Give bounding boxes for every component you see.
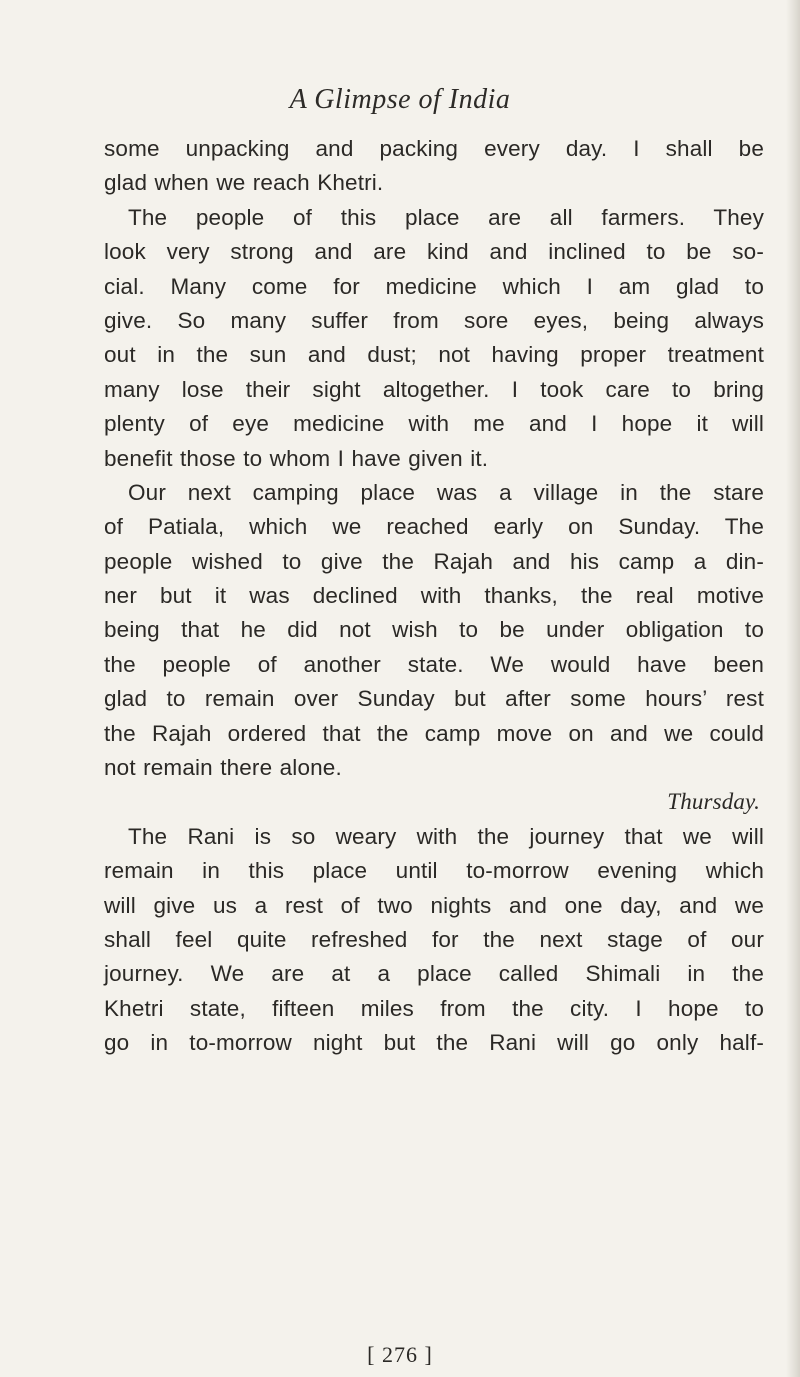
text-line: remain in this place until to-morrow evening which [104,858,764,884]
body-text [104,132,764,1061]
text-line: shall feel quite refreshed for the next stage of our [104,926,764,952]
text-line: Khetri state, fifteen miles from the city. I hope to [104,995,764,1021]
page-edge-shadow [786,0,800,1377]
text-line: being that he did not wish to be under obligation to [104,617,764,643]
text-line: the Rajah ordered that the camp move on and we could [104,720,764,746]
text-line: many lose their sight altogether. I took care to bring [104,376,764,402]
text-line: glad to remain over Sunday but after some hours’ rest [104,686,764,712]
text-line: some unpacking and packing every day. I shall be [104,136,764,161]
text-line: glad when we reach Khetri. [104,170,384,196]
page-number: [ 276 ] [367,1342,433,1367]
text-line: plenty of eye medicine with me and I hope it will [104,411,764,437]
running-head: A Glimpse of India [289,84,511,115]
text-line: will give us a rest of two nights and one day, and we [104,892,764,918]
text-line: not remain there alone. [104,755,342,781]
text-line: people wished to give the Rajah and his camp a din- [104,548,764,574]
text-line: Our next camping place was a village in the stare [128,479,764,505]
text-line: go in to-morrow night but the Rani will go only half- [104,1030,764,1056]
text-line: journey. We are at a place called Shimali in the [104,961,764,987]
text-line: out in the sun and dust; not having proper treatment [104,342,764,368]
text-line: look very strong and are kind and inclined to be so- [104,239,764,265]
text-line: ner but it was declined with thanks, the real motive [104,583,764,609]
text-line: The Rani is so weary with the journey that we will [128,823,764,849]
text-line: of Patiala, which we reached early on Sunday. The [104,514,764,540]
text-line: benefit those to whom I have given it. [104,445,489,471]
text-line: the people of another state. We would have been [104,651,764,677]
dateline: Thursday. [667,789,760,815]
text-line: cial. Many come for medicine which I am glad to [104,273,764,299]
text-line: The people of this place are all farmers. They [128,204,764,230]
text-line: give. So many suffer from sore eyes, being always [104,307,764,333]
